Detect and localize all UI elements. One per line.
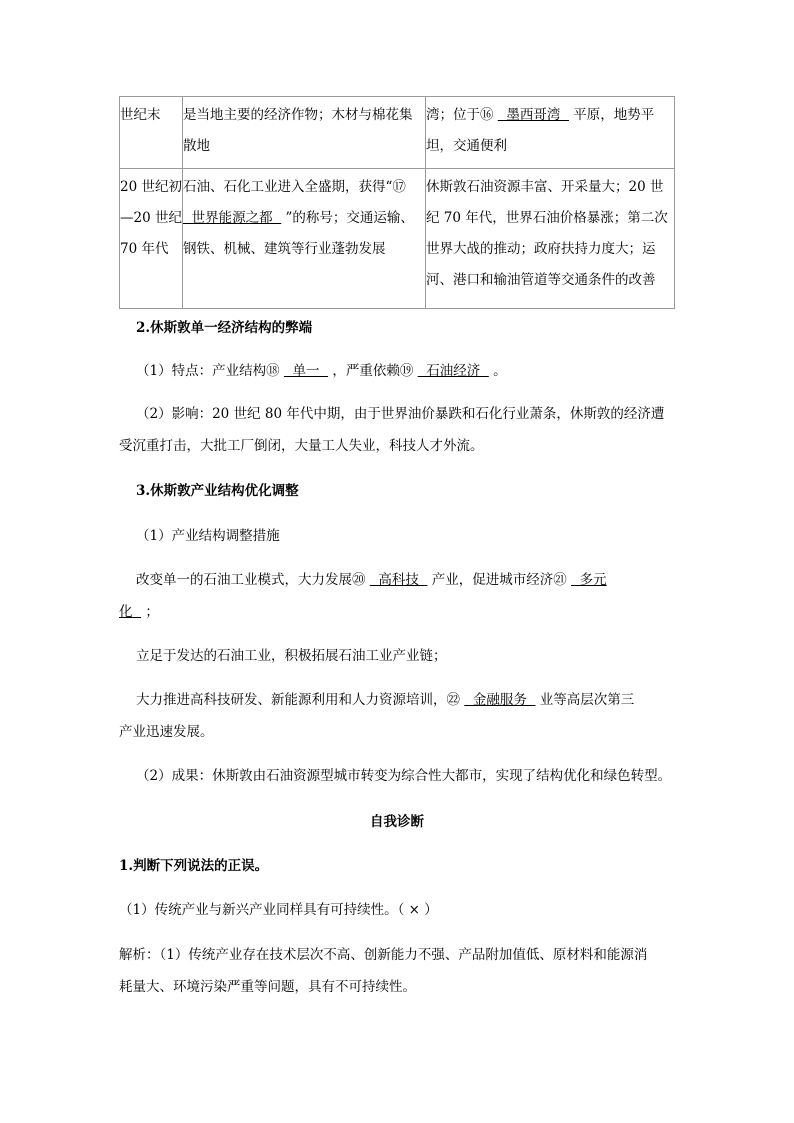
reason-cell: 休斯敦石油资源丰富、开采量大；20 世纪 70 年代，世界石油价格暴涨；第二次世界大战的推动；政府扶持力度大；运河、港口和输油管道等交通条件的改善 (426, 169, 675, 309)
section-2-heading: 2.休斯敦单一经济结构的弊端 (136, 320, 313, 336)
period-cell: 20 世纪初—20 世纪 70 年代 (120, 169, 183, 309)
section-2-impact-line2: 受沉重打击，大批工厂倒闭，大量工人失业，科技人才外流。 (119, 438, 484, 454)
answer-blank-22: 金融服务 (464, 692, 536, 708)
analysis-line2: 耗量大、环境污染严重等问题，具有不可持续性。 (119, 979, 416, 995)
table-row (120, 97, 675, 169)
answer-blank-19: 石油经济 (417, 363, 489, 379)
history-table (119, 96, 675, 309)
reason-cell: 湾；位于⑯ 墨西哥湾 平原，地势平坦，交通便利 (426, 97, 675, 169)
section-2-impact-line1: （2）影响：20 世纪 80 年代中期，由于世界油价暴跌和石化行业萧条，休斯敦的经济遭 (136, 406, 665, 422)
answer-blank-18: 单一 (283, 363, 329, 379)
section-3-result: （2）成果：休斯敦由石油资源型城市转变为综合性大都市，实现了结构优化和绿色转型。 (136, 768, 672, 784)
question-1-item-1: （1）传统产业与新兴产业同样具有可持续性。（ × ） (119, 902, 438, 918)
answer-blank-20: 高科技 (369, 572, 428, 588)
answer-blank-16: 墨西哥湾 (497, 107, 569, 123)
analysis-line1: 解析：（1）传统产业存在技术层次不高、创新能力不强、产品附加值低、原材料和能源消 (119, 947, 648, 963)
question-1: 1.判断下列说法的正误。 (119, 858, 269, 874)
measure-1-line2: 化 ； (119, 604, 159, 620)
measure-2: 立足于发达的石油工业，积极拓展石油工业产业链； (136, 648, 447, 664)
table-row (120, 169, 675, 309)
measure-3-line2: 产业迅速发展。 (119, 724, 214, 740)
measure-1-line1: 改变单一的石油工业模式，大力发展⑳ 高科技 产业，促进城市经济㉑ 多元 (136, 572, 607, 588)
section-3-subheading: （1）产业结构调整措施 (136, 528, 280, 544)
answer-blank-21: 多元 (571, 572, 607, 588)
section-2-feature: （1）特点：产业结构⑱ 单一 ，严重依赖⑲ 石油经济 。 (136, 363, 507, 379)
answer-blank-21-cont: 化 (119, 604, 142, 620)
period-cell: 世纪末 (120, 97, 183, 169)
measure-3-line1: 大力推进高科技研发、新能源利用和人力资源培训，㉒ 金融服务 业等高层次第三 (136, 692, 635, 708)
industry-cell: 是当地主要的经济作物；木材与棉花集散地 (183, 97, 426, 169)
section-3-heading: 3.休斯敦产业结构优化调整 (136, 483, 299, 499)
industry-cell: 石油、石化工业进入全盛期，获得“⑰ 世界能源之都 ”的称号；交通运输、钢铁、机械、建筑等行业蓬勃发展 (183, 169, 426, 309)
self-diagnosis-heading: 自我诊断 (370, 814, 424, 830)
answer-blank-17: 世界能源之都 (183, 210, 282, 226)
